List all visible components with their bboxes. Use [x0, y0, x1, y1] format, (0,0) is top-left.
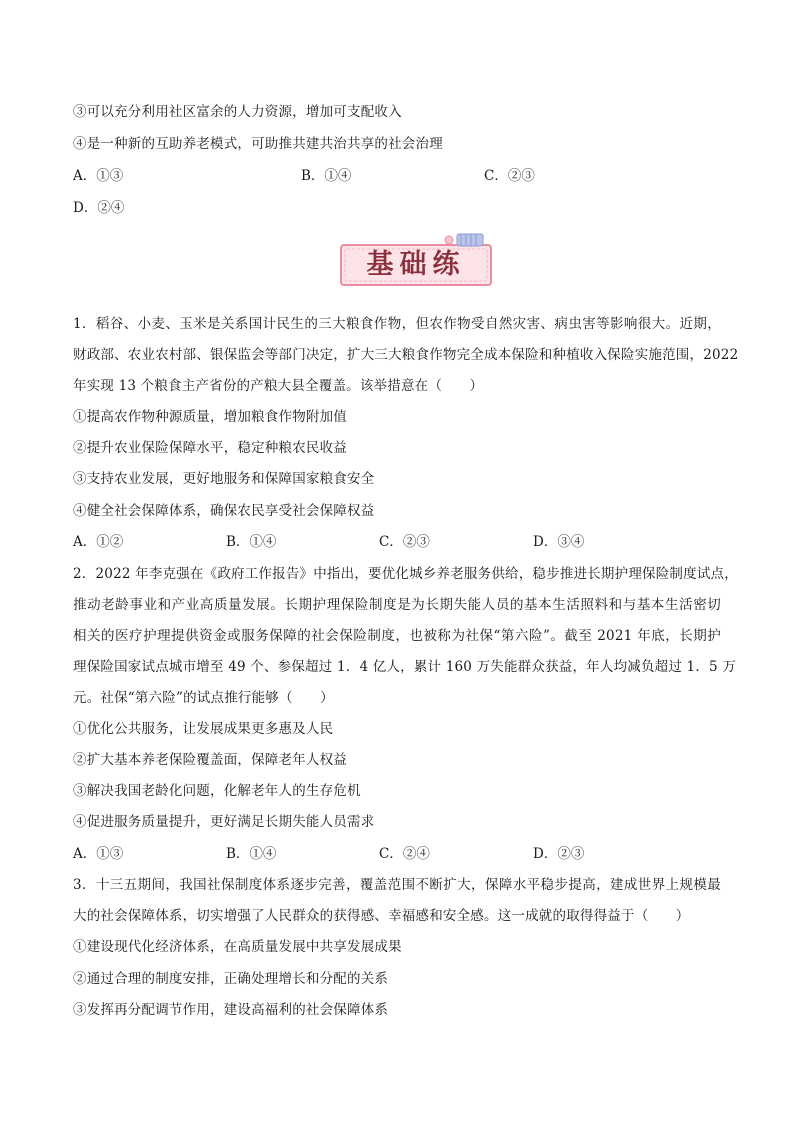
q2-stem-line-4: 理保险国家试点城市增至 49 个、参保超过 1．4 亿人，累计 160 万失能群众获益，年人均减负超过 1．5 万 — [73, 659, 737, 675]
prev-option-d: D．②④ — [73, 200, 125, 216]
q2-option-d: D．②③ — [533, 846, 585, 862]
q1-item-1: ①提高农作物种源质量，增加粮食作物附加值 — [73, 409, 347, 425]
q2-item-2: ②扩大基本养老保险覆盖面，保障老年人权益 — [73, 752, 347, 768]
q1-option-b: B．①④ — [226, 534, 277, 550]
q1-stem-line-2: 财政部、农业农村部、银保监会等部门决定，扩大三大粮食作物完全成本保险和种植收入保险实施范围，2022 — [73, 347, 739, 363]
q1-item-3: ③支持农业发展，更好地服务和保障国家粮食安全 — [73, 471, 375, 487]
banner-title: 基础练 — [366, 249, 466, 280]
section-banner — [331, 231, 501, 291]
prev-option-c: C．②③ — [484, 168, 535, 184]
q2-option-c: C．②④ — [379, 846, 430, 862]
q3-stem-line-1: 3．十三五期间，我国社保制度体系逐步完善，覆盖范围不断扩大，保障水平稳步提高，建成世界上规模最 — [73, 877, 721, 893]
q3-item-1: ①建设现代化经济体系，在高质量发展中共享发展成果 — [73, 939, 402, 955]
q1-option-c: C．②③ — [379, 534, 430, 550]
prev-option-a: A．①③ — [73, 168, 124, 184]
q1-option-d: D．③④ — [533, 534, 585, 550]
q1-stem-line-3: 年实现 13 个粮食主产省份的产粮大县全覆盖。该举措意在（ ） — [73, 378, 484, 394]
prev-question-item-4: ④是一种新的互助养老模式，可助推共建共治共享的社会治理 — [73, 136, 443, 152]
q3-stem-line-2: 大的社会保障体系，切实增强了人民群众的获得感、幸福感和安全感。这一成就的取得得益于（ ） — [73, 908, 690, 924]
q3-item-2: ②通过合理的制度安排，正确处理增长和分配的关系 — [73, 971, 389, 987]
prev-question-item-3: ③可以充分利用社区富余的人力资源，增加可支配收入 — [73, 104, 402, 120]
q2-stem-line-3: 相关的医疗护理提供资金或服务保障的社会保险制度，也被称为社保“第六险”。截至 2021 年底，长期护 — [73, 628, 721, 644]
q1-option-a: A．①② — [73, 534, 124, 550]
prev-option-b: B．①④ — [301, 168, 352, 184]
q1-item-4: ④健全社会保障体系，确保农民享受社会保障权益 — [73, 503, 375, 519]
q3-item-3: ③发挥再分配调节作用，建设高福利的社会保障体系 — [73, 1002, 389, 1018]
q2-stem-line-2: 推动老龄事业和产业高质量发展。长期护理保险制度是为长期失能人员的基本生活照料和与基本生活密切 — [73, 597, 721, 613]
q2-option-a: A．①③ — [73, 846, 124, 862]
q2-item-3: ③解决我国老龄化问题，化解老年人的生存危机 — [73, 783, 361, 799]
q2-stem-line-1: 2．2022 年李克强在《政府工作报告》中指出，要优化城乡养老服务供给，稳步推进长期护理保险制度试点， — [73, 566, 738, 582]
q2-stem-line-5: 元。社保“第六险”的试点推行能够（ ） — [73, 690, 334, 706]
q2-item-1: ①优化公共服务，让发展成果更多惠及人民 — [73, 721, 334, 737]
q1-stem-line-1: 1．稻谷、小麦、玉米是关系国计民生的三大粮食作物，但农作物受自然灾害、病虫害等影响很大。近期， — [73, 316, 721, 332]
q2-item-4: ④促进服务质量提升，更好满足长期失能人员需求 — [73, 814, 375, 830]
q1-item-2: ②提升农业保险保障水平，稳定种粮农民收益 — [73, 440, 347, 456]
q2-option-b: B．①④ — [226, 846, 277, 862]
